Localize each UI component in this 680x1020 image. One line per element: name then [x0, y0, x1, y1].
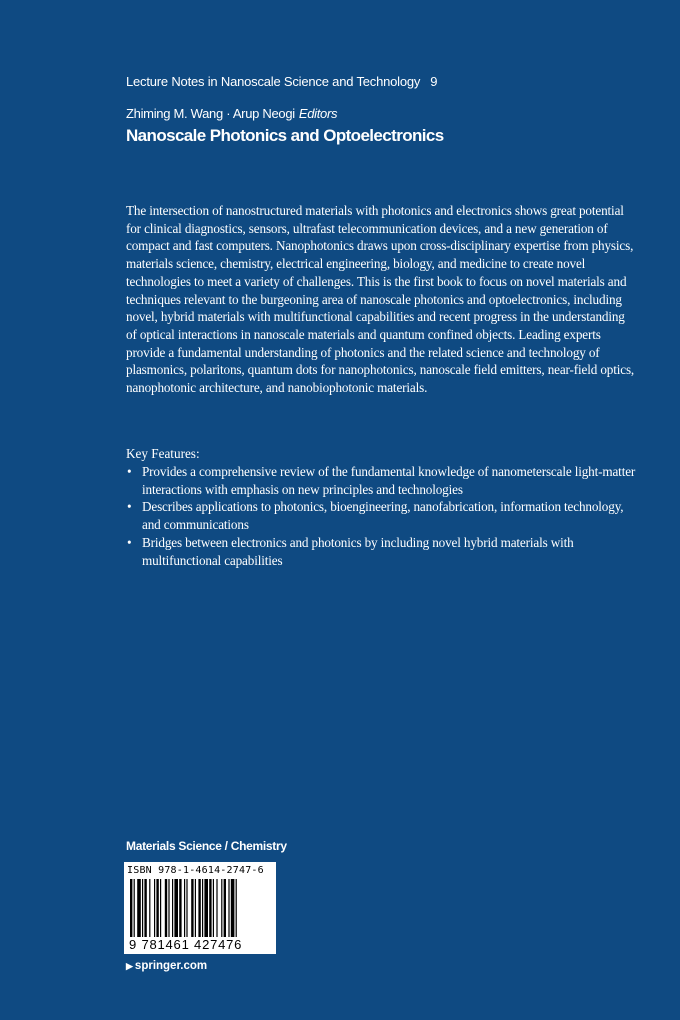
editors-line [126, 106, 337, 121]
book-title: Nanoscale Photonics and Optoelectronics [126, 126, 444, 145]
barcode-bar [195, 879, 196, 939]
barcode-bar [130, 879, 132, 939]
feature-item: • Bridges between electronics and photonics by including novel hybrid materials with multifunctional capabilities [126, 534, 638, 569]
barcode-bar [149, 879, 150, 939]
editor-names: Zhiming M. Wang · Arup Neogi [126, 106, 295, 121]
key-features-heading: Key Features: [126, 446, 200, 461]
feature-item: • Describes applications to photonics, bioengineering, nanofabrication, information technology, and communications [126, 498, 638, 533]
website-label: springer.com [134, 960, 208, 972]
barcode-bar [168, 879, 169, 939]
barcode-bar [174, 879, 178, 939]
barcode-bar [142, 879, 143, 939]
barcode-bar [186, 879, 187, 939]
barcode-bar [134, 879, 135, 939]
barcode-bar [144, 879, 146, 939]
barcode-bar [221, 879, 222, 939]
isbn-label: ISBN 978-1-4614-2747-6 [127, 865, 264, 876]
barcode-bar [198, 879, 200, 939]
barcode-bar [236, 879, 237, 939]
barcode-bar [184, 879, 185, 939]
barcode-bar [179, 879, 181, 939]
book-description: The intersection of nanostructured materials with photonics and electronics shows great potential for clinical diagnostics, sensors, ultrafast telecommunication devices, and a new generation of compact and fast computers. Nanophotonics draws upon cross-disciplinary expertise from physics, materials science, chemistry, electrical engineering, biology, and medicine to create novel technologies to meet a variety of challenges. This is the first book to focus on novel materials and techniques relevant to the burgeoning area of nanoscale photonics and optoelectronics, including novel, hybrid materials with multifunctional capabilities and recent progress in the understanding of optical interactions in nanoscale materials and quantum confined objects. Leading experts provide a fundamental understanding of photonics and the related science and technology of plasmonics, polaritons, quantum dots for nanophotonics, nanoscale field emitters, near-field optics, nanophotonic architecture, and nanobiophotonic materials. [126, 203, 635, 396]
editor-role: Editors [298, 106, 338, 121]
series-name: Lecture Notes in Nanoscale Science and Technology [126, 74, 421, 89]
barcode-bars [130, 879, 270, 939]
barcode-bar [228, 879, 229, 939]
barcode-bar [137, 879, 141, 939]
barcode-bar [216, 879, 217, 939]
subject-category: Materials Science / Chemistry [126, 839, 287, 853]
barcode-bar [231, 879, 235, 939]
barcode-bar [204, 879, 208, 939]
publisher-website[interactable] [126, 960, 207, 972]
series-line [126, 74, 437, 89]
barcode-bar [202, 879, 203, 939]
key-features-list [126, 463, 638, 569]
isbn-barcode [124, 862, 276, 954]
barcode-bar [213, 879, 214, 939]
barcode-bar [156, 879, 158, 939]
barcode-bar [209, 879, 211, 939]
series-number: 9 [430, 74, 438, 89]
barcode-digits: 9 781461 427476 [129, 937, 243, 952]
barcode-bar [191, 879, 193, 939]
barcode-bar [172, 879, 173, 939]
barcode-bar [165, 879, 167, 939]
arrow-right-icon: ▶ [126, 961, 133, 971]
feature-item: • Provides a comprehensive review of the fundamental knowledge of nanometerscale light-matter interactions with emphasis on new principles and technologies [126, 463, 638, 498]
barcode-bar [224, 879, 226, 939]
barcode-bar [154, 879, 155, 939]
barcode-bar [160, 879, 161, 939]
